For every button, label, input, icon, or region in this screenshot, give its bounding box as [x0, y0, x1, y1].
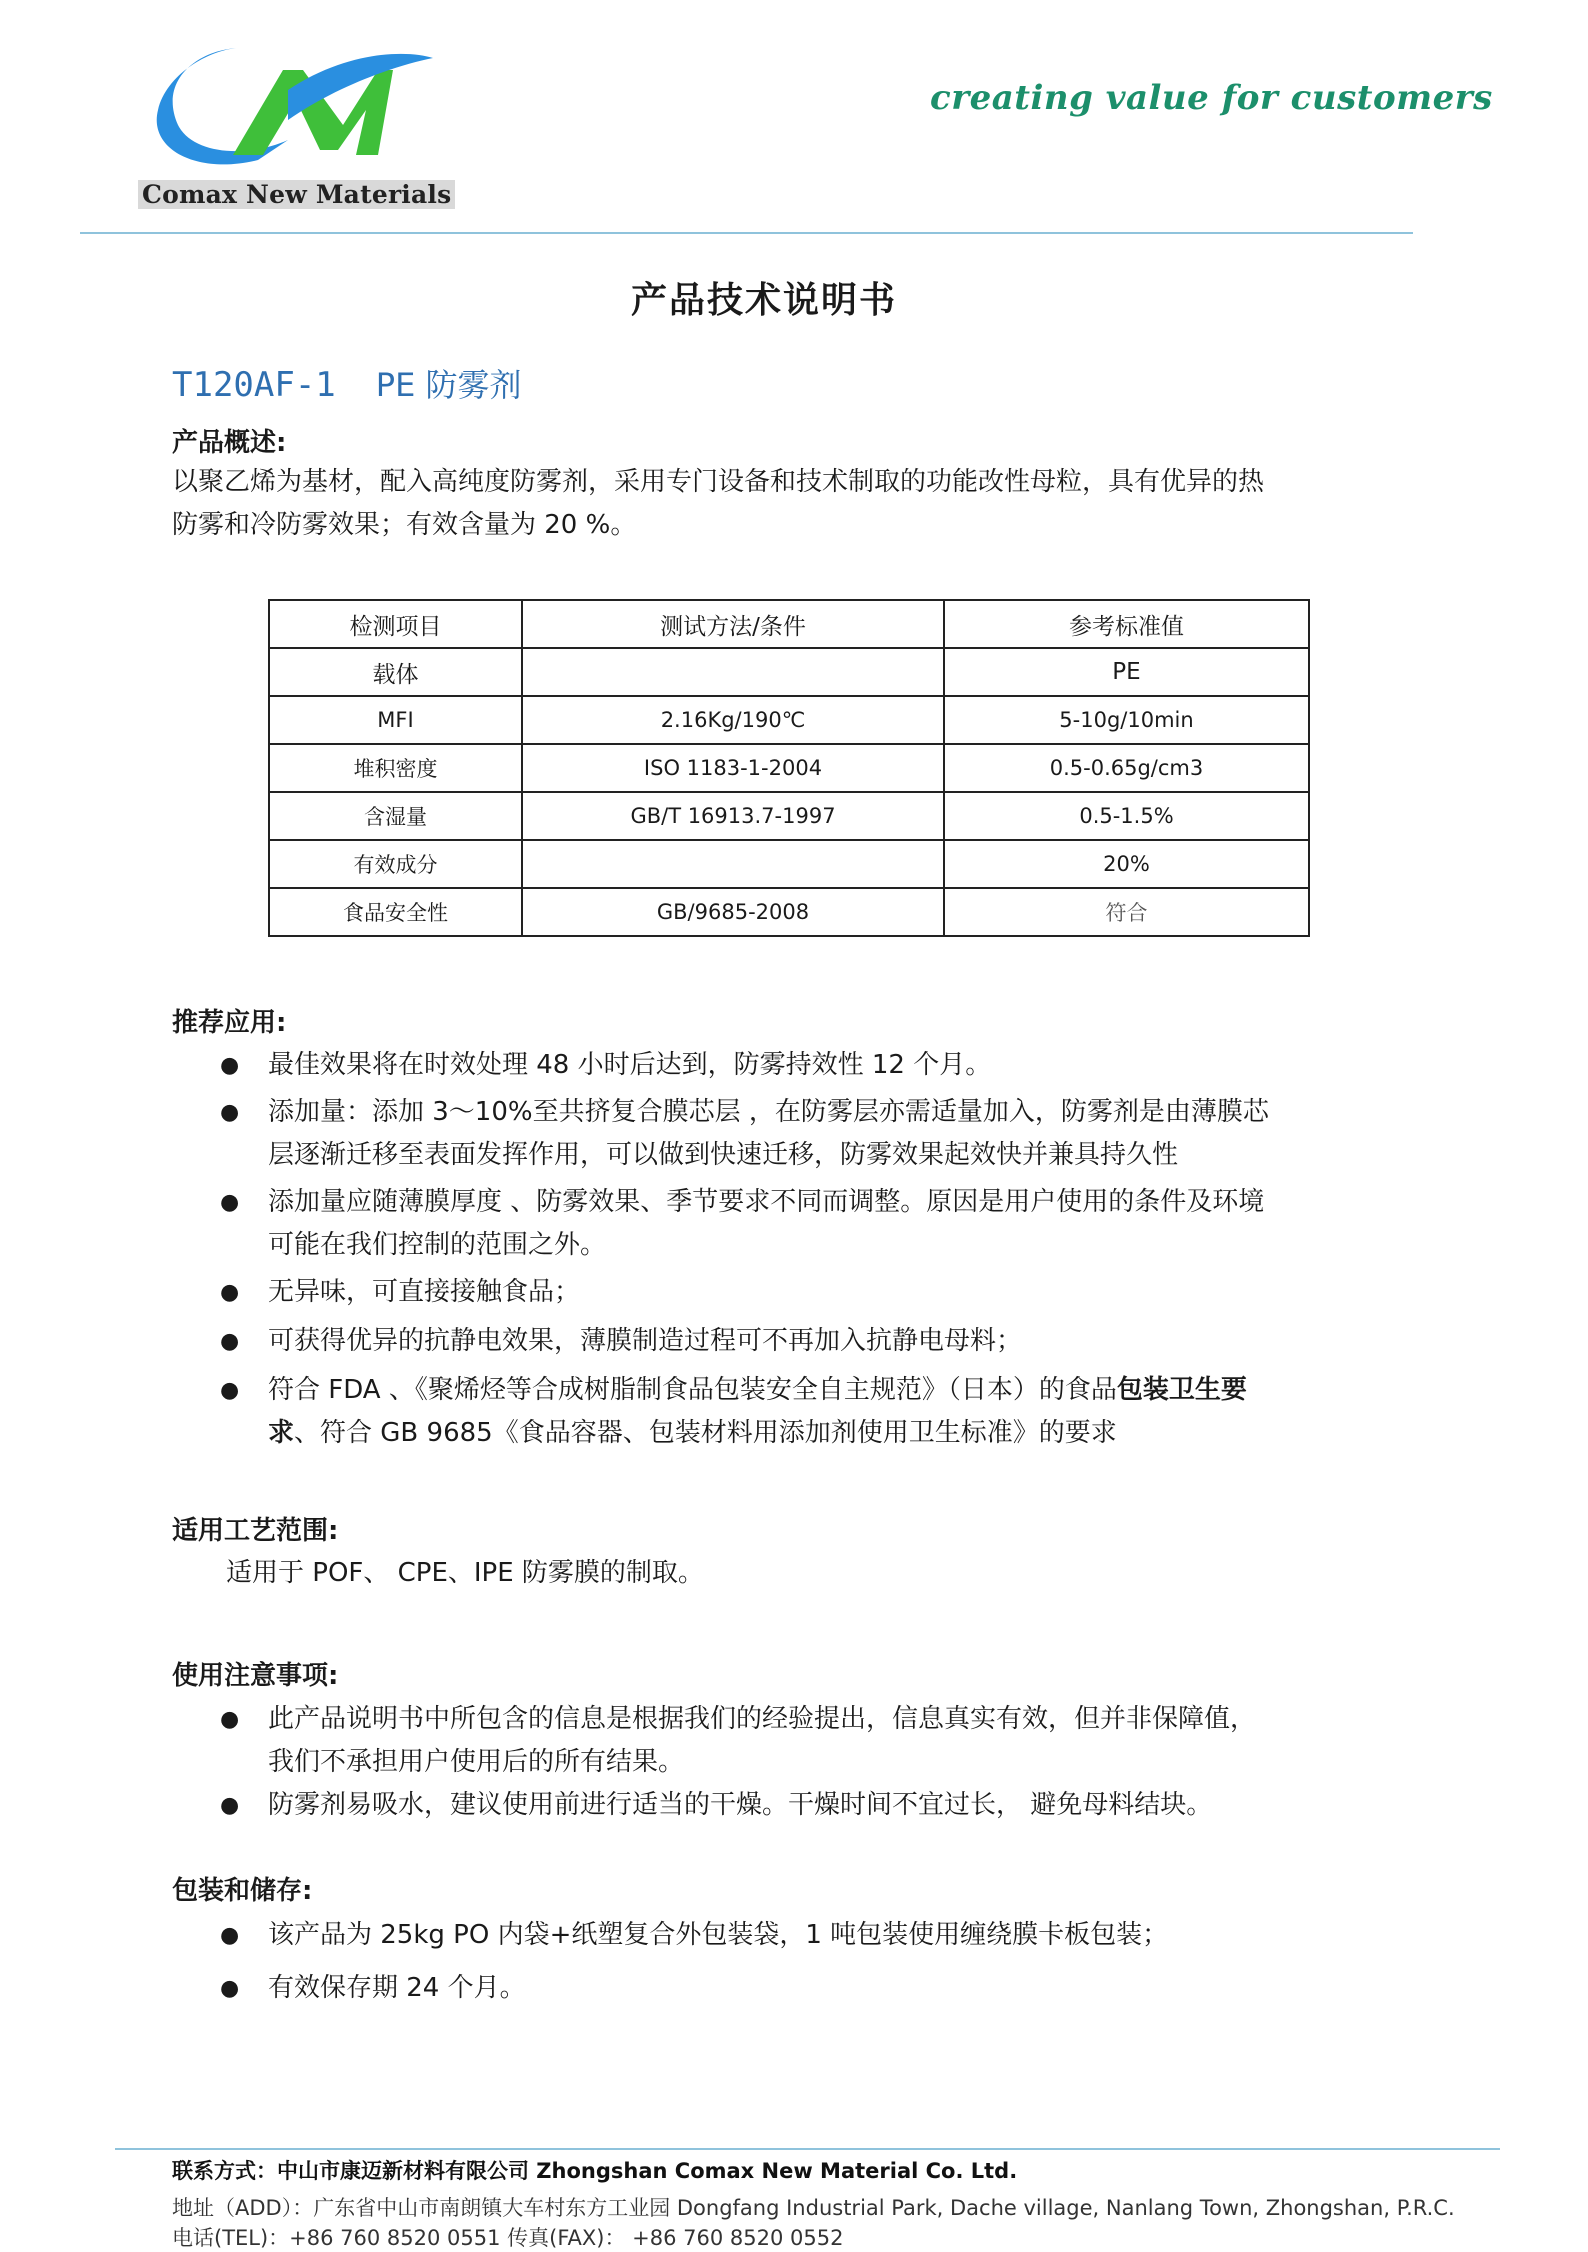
table-cell: GB/T 16913.7-1997	[522, 792, 944, 840]
table-cell: 有效成分	[269, 840, 522, 888]
bullet-icon: ●	[220, 1378, 240, 1403]
footer-phone: 电话(TEL)：+86 760 8520 0551 传真(FAX)： +86 760 8520 0552	[172, 2226, 844, 2250]
list-item: ● 此产品说明书中所包含的信息是根据我们的经验提出，信息真实有效，但并非保障值， 我们不承担用户使用后的所有结果。	[268, 1698, 1398, 1784]
overview-line: 防雾和冷防雾效果；有效含量为 20 %。	[172, 510, 637, 540]
table-cell: PE	[944, 648, 1309, 696]
spec-table	[268, 599, 1310, 937]
bullet-icon: ●	[220, 1793, 240, 1818]
table-cell	[522, 648, 944, 696]
slogan: creating value for customers	[930, 78, 1493, 118]
table-header: 参考标准值	[944, 600, 1309, 648]
table-cell	[522, 840, 944, 888]
table-row	[269, 648, 1309, 696]
packaging-heading: 包装和储存:	[172, 1876, 313, 1906]
bullet-icon: ●	[220, 1100, 240, 1125]
table-row	[269, 744, 1309, 792]
process-text: 适用于 POF、 CPE、IPE 防雾膜的制取。	[226, 1558, 704, 1588]
overview-line: 以聚乙烯为基材，配入高纯度防雾剂，采用专门设备和技术制取的功能改性母粒，具有优异的热	[172, 467, 1265, 497]
list-item: ● 最佳效果将在时效处理 48 小时后达到，防雾持效性 12 个月。	[268, 1044, 1398, 1087]
table-row	[269, 792, 1309, 840]
table-cell: 20%	[944, 840, 1309, 888]
bullet-icon: ●	[220, 1190, 240, 1215]
table-header: 测试方法/条件	[522, 600, 944, 648]
product-name: PE 防雾剂	[375, 366, 522, 404]
overview-text	[172, 461, 1372, 547]
table-header: 检测项目	[269, 600, 522, 648]
table-row	[269, 696, 1309, 744]
table-cell: 2.16Kg/190℃	[522, 696, 944, 744]
applications-heading: 推荐应用:	[172, 1008, 287, 1038]
bullet-icon: ●	[220, 1923, 240, 1948]
list-item: ● 符合 FDA 、《聚烯烃等合成树脂制食品包装安全自主规范》（日本）的食品包装卫生要 求、符合 GB 9685《食品容器、包装材料用添加剂使用卫生标准》的要求	[268, 1369, 1398, 1455]
table-cell: 0.5-0.65g/cm3	[944, 744, 1309, 792]
table-cell: MFI	[269, 696, 522, 744]
overview-heading: 产品概述:	[172, 428, 287, 458]
bullet-icon: ●	[220, 1329, 240, 1354]
table-cell: 5-10g/10min	[944, 696, 1309, 744]
list-item: ● 有效保存期 24 个月。	[268, 1967, 1398, 2010]
page-title: 产品技术说明书	[630, 280, 897, 321]
table-cell: 符合	[944, 888, 1309, 936]
product-heading	[172, 360, 521, 406]
process-heading: 适用工艺范围:	[172, 1516, 339, 1546]
bullet-icon: ●	[220, 1053, 240, 1078]
packaging-list	[220, 1914, 1398, 2010]
list-item: ● 无异味，可直接接触食品；	[268, 1271, 1398, 1314]
table-cell: 含湿量	[269, 792, 522, 840]
bullet-icon: ●	[220, 1976, 240, 2001]
footer-divider	[115, 2148, 1500, 2150]
bullet-icon: ●	[220, 1280, 240, 1305]
table-cell: 堆积密度	[269, 744, 522, 792]
bullet-icon: ●	[220, 1707, 240, 1732]
applications-list	[220, 1044, 1398, 1455]
table-header-row	[269, 600, 1309, 648]
product-code: T120AF-1	[172, 365, 336, 405]
table-cell: 载体	[269, 648, 522, 696]
table-cell: 食品安全性	[269, 888, 522, 936]
footer-contact: 联系方式：中山市康迈新材料有限公司 Zhongshan Comax New Material Co. Ltd.	[172, 2159, 1018, 2183]
list-item: ● 添加量：添加 3～10%至共挤复合膜芯层 ，在防雾层亦需适量加入，防雾剂是由薄膜芯 层逐渐迁移至表面发挥作用，可以做到快速迁移，防雾效果起效快并兼具持久性	[268, 1091, 1398, 1177]
header-divider	[80, 232, 1413, 234]
table-cell: ISO 1183-1-2004	[522, 744, 944, 792]
list-item: ● 可获得优异的抗静电效果，薄膜制造过程可不再加入抗静电母料；	[268, 1320, 1398, 1363]
table-row	[269, 840, 1309, 888]
table-row	[269, 888, 1309, 936]
list-item: ● 防雾剂易吸水，建议使用前进行适当的干燥。干燥时间不宜过长， 避免母料结块。	[268, 1784, 1398, 1827]
table-cell: 0.5-1.5%	[944, 792, 1309, 840]
company-name: Comax New Materials	[138, 180, 455, 209]
footer-address: 地址（ADD）：广东省中山市南朗镇大车村东方工业园 Dongfang Industrial Park, Dache village, Nanlang Town, Zhongshan, P.R.C.	[172, 2196, 1455, 2220]
notes-heading: 使用注意事项:	[172, 1661, 339, 1691]
table-cell: GB/9685-2008	[522, 888, 944, 936]
notes-list	[220, 1698, 1398, 1827]
list-item: ● 添加量应随薄膜厚度 、防雾效果、季节要求不同而调整。原因是用户使用的条件及环境 可能在我们控制的范围之外。	[268, 1181, 1398, 1267]
list-item: ● 该产品为 25kg PO 内袋+纸塑复合外包装袋，1 吨包装使用缠绕膜卡板包装；	[268, 1914, 1398, 1957]
